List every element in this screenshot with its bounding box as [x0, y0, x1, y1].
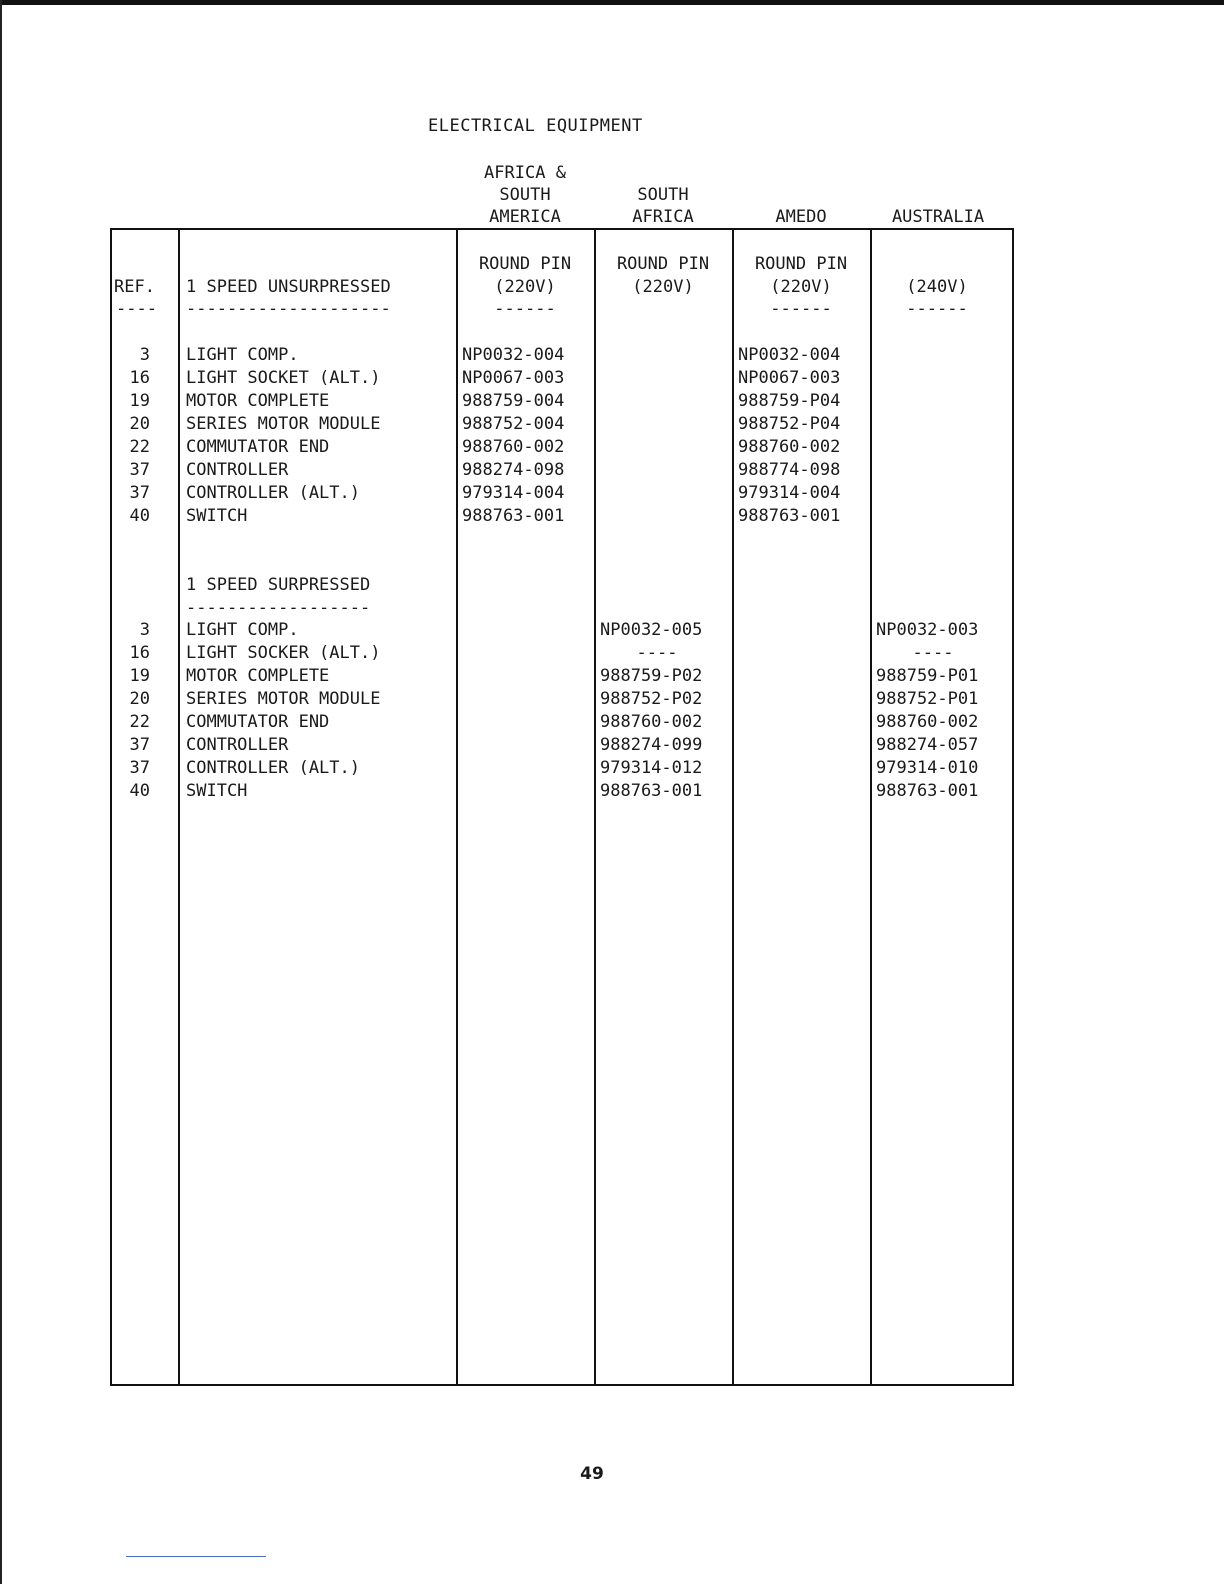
ref-cell: 40 [129, 781, 150, 801]
part-cell-amedo: 988760-002 [738, 437, 841, 457]
description-cell: MOTOR COMPLETE [186, 666, 330, 686]
description-cell: LIGHT SOCKER (ALT.) [186, 643, 381, 663]
part-cell-australia: 979314-010 [876, 758, 979, 778]
part-cell-south-africa: 979314-012 [600, 758, 703, 778]
section1-title: 1 SPEED UNSURPRESSED [186, 277, 391, 297]
page-number: 49 [580, 1464, 604, 1484]
part-cell-africa-south-america: 988759-004 [462, 391, 565, 411]
section2-title-underline: ------------------ [186, 598, 371, 618]
ref-header: REF. [114, 277, 155, 297]
part-cell-africa-south-america: NP0067-003 [462, 368, 565, 388]
part-cell-australia: 988759-P01 [876, 666, 979, 686]
top-border-rule [0, 0, 1224, 5]
part-cell-africa-south-america: 988752-004 [462, 414, 565, 434]
col2-header-line1: ROUND PIN [616, 254, 710, 274]
ref-cell: 3 [139, 345, 150, 365]
part-cell-australia: ---- [912, 643, 954, 663]
part-cell-australia: 988760-002 [876, 712, 979, 732]
description-cell: LIGHT SOCKET (ALT.) [186, 368, 381, 388]
column-divider [456, 228, 458, 1386]
part-cell-south-africa: 988274-099 [600, 735, 703, 755]
region-line: SOUTH [637, 185, 689, 205]
part-cell-amedo: 988763-001 [738, 506, 841, 526]
ref-cell: 22 [129, 437, 150, 457]
description-cell: CONTROLLER (ALT.) [186, 758, 360, 778]
description-cell: CONTROLLER (ALT.) [186, 483, 360, 503]
region-header-amedo: AMEDO [775, 207, 827, 227]
description-cell: LIGHT COMP. [186, 345, 299, 365]
part-cell-south-africa: NP0032-005 [600, 620, 703, 640]
description-cell: SERIES MOTOR MODULE [186, 414, 381, 434]
description-cell: COMMUTATOR END [186, 437, 330, 457]
ref-cell: 19 [129, 391, 150, 411]
col3-header-underline: ------ [770, 299, 832, 319]
col2-header-line2: (220V) [632, 277, 694, 297]
part-cell-australia: NP0032-003 [876, 620, 979, 640]
ref-cell: 20 [129, 414, 150, 434]
part-cell-amedo: NP0032-004 [738, 345, 841, 365]
part-cell-africa-south-america: 988763-001 [462, 506, 565, 526]
left-border-rule [0, 0, 2, 1584]
col1-header-underline: ------ [494, 299, 556, 319]
col4-header-underline: ------ [906, 299, 968, 319]
region-line: AFRICA & [484, 163, 566, 183]
part-cell-south-africa: 988752-P02 [600, 689, 703, 709]
part-cell-amedo: 979314-004 [738, 483, 841, 503]
description-cell: SWITCH [186, 506, 248, 526]
region-header-africa-south-america [460, 162, 590, 228]
col3-header-line2: (220V) [770, 277, 832, 297]
region-line: AMERICA [489, 207, 561, 227]
part-cell-africa-south-america: 979314-004 [462, 483, 565, 503]
description-cell: SERIES MOTOR MODULE [186, 689, 381, 709]
ref-cell: 19 [129, 666, 150, 686]
ref-cell: 37 [129, 758, 150, 778]
ref-cell: 40 [129, 506, 150, 526]
description-cell: LIGHT COMP. [186, 620, 299, 640]
part-cell-africa-south-america: 988760-002 [462, 437, 565, 457]
col1-header-line2: (220V) [494, 277, 556, 297]
column-divider [178, 228, 180, 1386]
ref-cell: 16 [129, 643, 150, 663]
part-cell-amedo: 988752-P04 [738, 414, 841, 434]
region-line: AFRICA [632, 207, 694, 227]
column-divider [870, 228, 872, 1386]
ref-cell: 16 [129, 368, 150, 388]
region-header-south-africa [598, 184, 728, 228]
column-divider [594, 228, 596, 1386]
part-cell-south-africa: 988763-001 [600, 781, 703, 801]
part-cell-south-africa: ---- [636, 643, 678, 663]
part-cell-australia: 988274-057 [876, 735, 979, 755]
part-cell-south-africa: 988760-002 [600, 712, 703, 732]
ref-cell: 3 [139, 620, 150, 640]
description-cell: MOTOR COMPLETE [186, 391, 330, 411]
region-header-australia: AUSTRALIA [891, 207, 985, 227]
ref-cell: 20 [129, 689, 150, 709]
section2-title: 1 SPEED SURPRESSED [186, 575, 371, 595]
ref-cell: 22 [129, 712, 150, 732]
part-cell-africa-south-america: 988274-098 [462, 460, 565, 480]
part-cell-australia: 988752-P01 [876, 689, 979, 709]
part-cell-amedo: NP0067-003 [738, 368, 841, 388]
ref-cell: 37 [129, 483, 150, 503]
footer-rule [126, 1556, 266, 1557]
section1-title-underline: -------------------- [186, 299, 391, 319]
ref-header-underline: ---- [116, 299, 157, 319]
ref-cell: 37 [129, 460, 150, 480]
region-line: SOUTH [499, 185, 551, 205]
part-cell-amedo: 988774-098 [738, 460, 841, 480]
description-cell: CONTROLLER [186, 460, 289, 480]
col1-header-line1: ROUND PIN [478, 254, 572, 274]
description-cell: COMMUTATOR END [186, 712, 330, 732]
description-cell: SWITCH [186, 781, 248, 801]
part-cell-australia: 988763-001 [876, 781, 979, 801]
col3-header-line1: ROUND PIN [754, 254, 848, 274]
col4-header: (240V) [906, 277, 968, 297]
page-title: ELECTRICAL EQUIPMENT [428, 116, 643, 136]
ref-cell: 37 [129, 735, 150, 755]
part-cell-africa-south-america: NP0032-004 [462, 345, 565, 365]
column-divider [732, 228, 734, 1386]
part-cell-south-africa: 988759-P02 [600, 666, 703, 686]
part-cell-amedo: 988759-P04 [738, 391, 841, 411]
description-cell: CONTROLLER [186, 735, 289, 755]
